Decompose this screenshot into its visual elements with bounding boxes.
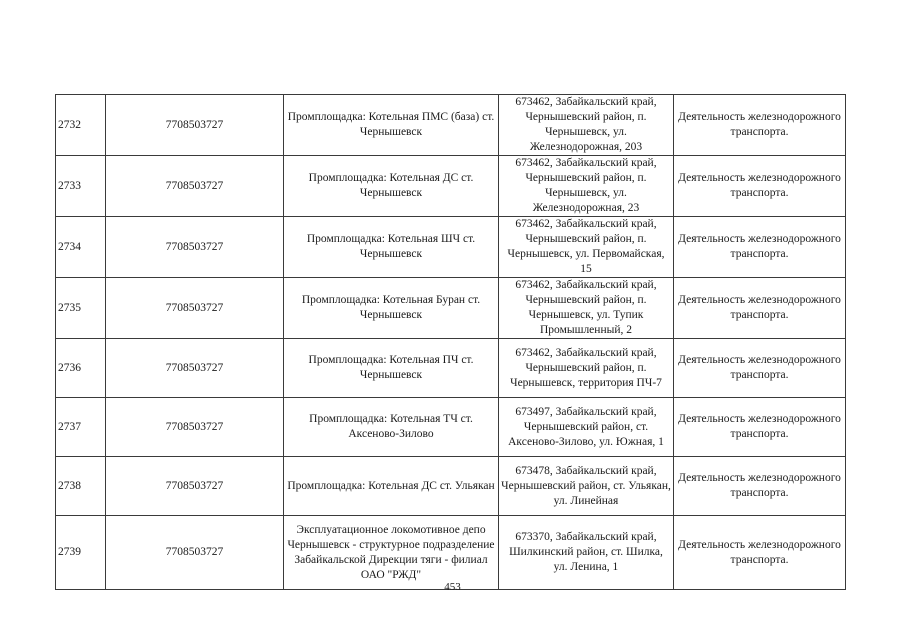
inn-cell: 7708503727 [106, 398, 284, 457]
row-number: 2734 [56, 217, 106, 278]
table-row [56, 217, 846, 278]
table-row [56, 457, 846, 516]
site-name-cell: Промплощадка: Котельная ШЧ ст. Чернышевск [284, 217, 499, 278]
address-cell: 673462, Забайкальский край, Чернышевский район, п. Чернышевск, ул. Железнодорожная, 203 [499, 95, 674, 156]
inn-cell: 7708503727 [106, 156, 284, 217]
page-number: 453 [444, 581, 461, 593]
table-row [56, 398, 846, 457]
address-cell: 673497, Забайкальский край, Чернышевский район, ст. Аксеново-Зилово, ул. Южная, 1 [499, 398, 674, 457]
row-number: 2735 [56, 278, 106, 339]
activity-cell: Деятельность железнодорожного транспорта. [674, 457, 846, 516]
activity-cell: Деятельность железнодорожного транспорта. [674, 156, 846, 217]
activity-cell: Деятельность железнодорожного транспорта. [674, 516, 846, 590]
row-number: 2736 [56, 339, 106, 398]
inn-cell: 7708503727 [106, 217, 284, 278]
address-cell: 673370, Забайкальский край, Шилкинский район, ст. Шилка, ул. Ленина, 1 [499, 516, 674, 590]
table-row [56, 339, 846, 398]
site-name-cell: Промплощадка: Котельная ПМС (база) ст. Чернышевск [284, 95, 499, 156]
inn-cell: 7708503727 [106, 457, 284, 516]
activity-cell: Деятельность железнодорожного транспорта. [674, 278, 846, 339]
address-cell: 673462, Забайкальский край, Чернышевский район, п. Чернышевск, ул. Первомайская, 15 [499, 217, 674, 278]
site-name-cell: Промплощадка: Котельная ДС ст. Чернышевск [284, 156, 499, 217]
activity-cell: Деятельность железнодорожного транспорта. [674, 398, 846, 457]
row-number: 2733 [56, 156, 106, 217]
table-row [56, 278, 846, 339]
inn-cell: 7708503727 [106, 339, 284, 398]
table-row [56, 516, 846, 590]
address-cell: 673462, Забайкальский край, Чернышевский район, п. Чернышевск, ул. Тупик Промышленный, 2 [499, 278, 674, 339]
site-name-cell: Промплощадка: Котельная ДС ст. Ульякан [284, 457, 499, 516]
site-name-cell: Промплощадка: Котельная ТЧ ст. Аксеново-Зилово [284, 398, 499, 457]
activity-cell: Деятельность железнодорожного транспорта. [674, 95, 846, 156]
row-number: 2738 [56, 457, 106, 516]
row-number: 2737 [56, 398, 106, 457]
site-name-cell: Эксплуатационное локомотивное депо Чернышевск - структурное подразделение Забайкальской Дирекции тяги - филиал ОАО "РЖД" [284, 516, 499, 590]
site-name-cell: Промплощадка: Котельная Буран ст. Чернышевск [284, 278, 499, 339]
registry-table [55, 94, 846, 590]
address-cell: 673478, Забайкальский край, Чернышевский район, ст. Ульякан, ул. Линейная [499, 457, 674, 516]
table-row [56, 95, 846, 156]
inn-cell: 7708503727 [106, 95, 284, 156]
inn-cell: 7708503727 [106, 516, 284, 590]
address-cell: 673462, Забайкальский край, Чернышевский район, п. Чернышевск, территория ПЧ-7 [499, 339, 674, 398]
inn-cell: 7708503727 [106, 278, 284, 339]
address-cell: 673462, Забайкальский край, Чернышевский район, п. Чернышевск, ул. Железнодорожная, 23 [499, 156, 674, 217]
activity-cell: Деятельность железнодорожного транспорта. [674, 217, 846, 278]
table-row [56, 156, 846, 217]
activity-cell: Деятельность железнодорожного транспорта. [674, 339, 846, 398]
row-number: 2739 [56, 516, 106, 590]
row-number: 2732 [56, 95, 106, 156]
site-name-cell: Промплощадка: Котельная ПЧ ст. Чернышевск [284, 339, 499, 398]
